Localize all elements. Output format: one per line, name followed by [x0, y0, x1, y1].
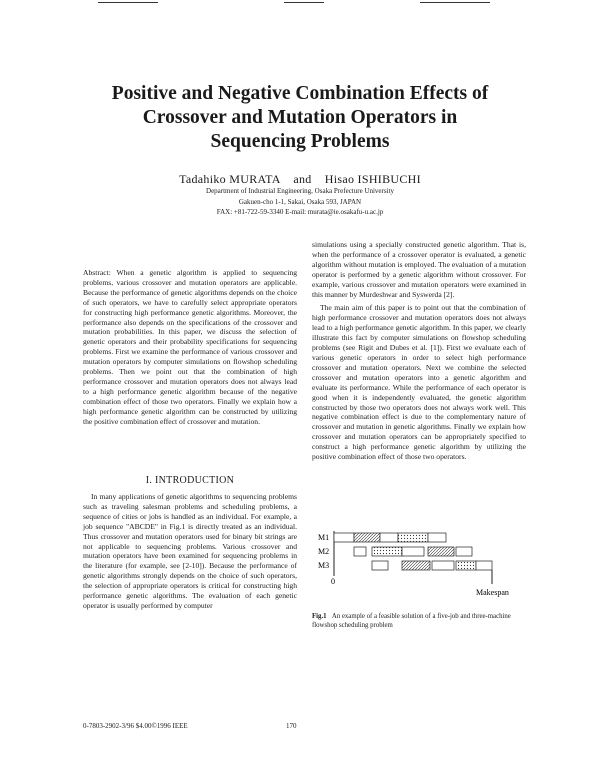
job-block	[372, 561, 388, 570]
abstract-label: Abstract:	[83, 268, 111, 277]
job-block	[476, 561, 492, 570]
header-rule-mid	[284, 2, 324, 3]
right-paragraph-2: The main aim of this paper is to point out that the combination of high performance crossover and mutation operators does not always lead to a high performance genetic algorithm. In this paper, we clearly illustrate this fact by computer simulations on flowshop scheduling problems (see Rigit and Dubes et al. [1]). First we evaluate each of various genetic operators in order to select high performance crossover and mutation operators. Next we combine the selected crossover and mutation operators into a genetic algorithm and evaluate its performance. While the performance of each operator is good when it is independently evaluated, the genetic algorithm constructed by those two operators does not always work well. This negative combination effect is due to the complementary nature of crossover and mutation in genetic algorithms. Finally we explain how crossover and mutation operators can be appropriately specified to construct a high performance genetic algorithm by utilizing the positive combination effect of those two operators.	[312, 303, 526, 462]
title-line-3: Sequencing Problems	[210, 131, 390, 152]
job-block	[402, 547, 424, 556]
author-2: Hisao ISHIBUCHI	[324, 172, 421, 186]
job-block	[428, 533, 446, 542]
machine-label-m1: M1	[318, 533, 330, 542]
job-block	[354, 547, 366, 556]
paper-title	[40, 82, 560, 154]
makespan-label: Makespan	[476, 588, 509, 597]
time-origin-label: 0	[331, 577, 335, 586]
abstract	[83, 268, 297, 431]
job-block	[456, 547, 472, 556]
affiliation-contact: FAX: +81-722-59-3340 E-mail: murata@ie.osakafu-u.ac.jp	[216, 208, 384, 216]
header-rule-right	[420, 2, 490, 3]
gantt-row-m2	[354, 547, 472, 556]
author-line	[60, 172, 540, 187]
gantt-row-m1	[334, 533, 446, 542]
gantt-chart-figure	[316, 528, 536, 604]
job-block	[372, 547, 402, 556]
job-block	[402, 561, 430, 570]
footer-isbn: 0-7803-2902-3/96 $4.00©1996 IEEE	[83, 722, 188, 730]
figure-caption	[312, 612, 526, 630]
affiliation-dept: Department of Industrial Engineering, Osaka Prefecture University	[206, 187, 394, 195]
machine-label-m3: M3	[318, 561, 330, 570]
intro-paragraph-1: In many applications of genetic algorithms to sequencing problems such as traveling salesman problems and scheduling problems, a sequence of cities or jobs is handled as an individual. For example, a job sequence "ABCDE" in Fig.1 is directly treated as an individual. Thus crossover and mutation operators used for binary bit strings are not applicable to sequencing problems. Various crossover and mutation operators have been examined for sequencing problems in the literature (for example, see [2-10]). Because the performance of genetic algorithms strongly depends on the choice of such operators, the selection of appropriate operators is critical for constructing high performance genetic algorithms. The evaluation of each genetic operator is usually performed by computer	[83, 492, 297, 610]
job-block	[380, 533, 398, 542]
job-block	[398, 533, 428, 542]
affiliation-address: Gakuen-cho 1-1, Sakai, Osaka 593, JAPAN	[238, 197, 362, 206]
job-block	[428, 547, 454, 556]
author-1: Tadahiko MURATA	[179, 172, 281, 186]
author-conjunction: and	[293, 172, 312, 186]
machine-label-m2: M2	[318, 547, 330, 556]
job-block	[354, 533, 380, 542]
figure-caption-label: Fig.1	[312, 613, 327, 620]
section-heading-introduction: I. INTRODUCTION	[145, 475, 235, 486]
job-block	[334, 533, 354, 542]
gantt-row-m3	[372, 561, 492, 570]
title-line-1: Positive and Negative Combination Effects of	[111, 83, 489, 104]
right-column-body	[312, 240, 526, 466]
job-block	[456, 561, 476, 570]
header-rule-left	[98, 2, 158, 3]
title-line-2: Crossover and Mutation Operators in	[142, 107, 458, 128]
right-paragraph-1: simulations using a specially constructed genetic algorithm. That is, when the performance of a crossover operator is evaluated, a genetic algorithm without mutation is employed. The evaluation of a mutation operator is performed by a genetic algorithm without crossover. For example, various crossover and mutation operators were examined in this manner by Murdeshwar and Syswerda [2].	[312, 240, 526, 299]
job-block	[432, 561, 454, 570]
figure-caption-text: An example of a feasible solution of a five-job and three-machine flowshop scheduling problem	[312, 613, 511, 629]
abstract-text: When a genetic algorithm is applied to sequencing problems, various crossover and mutation operators are applicable. Because the performance of genetic algorithms depends on the choice of such operators, we have to carefully select appropriate operators for constructing high performance genetic algorithms. Moreover, the performance also depends on the specifications of the crossover and mutation probabilities. In this paper, we discuss the selection of genetic operators and their probability specifications for sequencing problems. First we examine the performance of various crossover and mutation operators by computer simulations on flowshop scheduling problems. Then we point out that the combination of high performance crossover and mutation operators does not always lead to a high performance genetic algorithm because of the negative combination effect of those two operators. Finally we explain how a high performance genetic algorithm can be constructed by utilizing the positive combination effect of crossover and mutation.	[83, 268, 297, 426]
introduction-body	[83, 492, 297, 615]
page-number: 170	[286, 722, 297, 730]
affiliation	[90, 186, 510, 218]
